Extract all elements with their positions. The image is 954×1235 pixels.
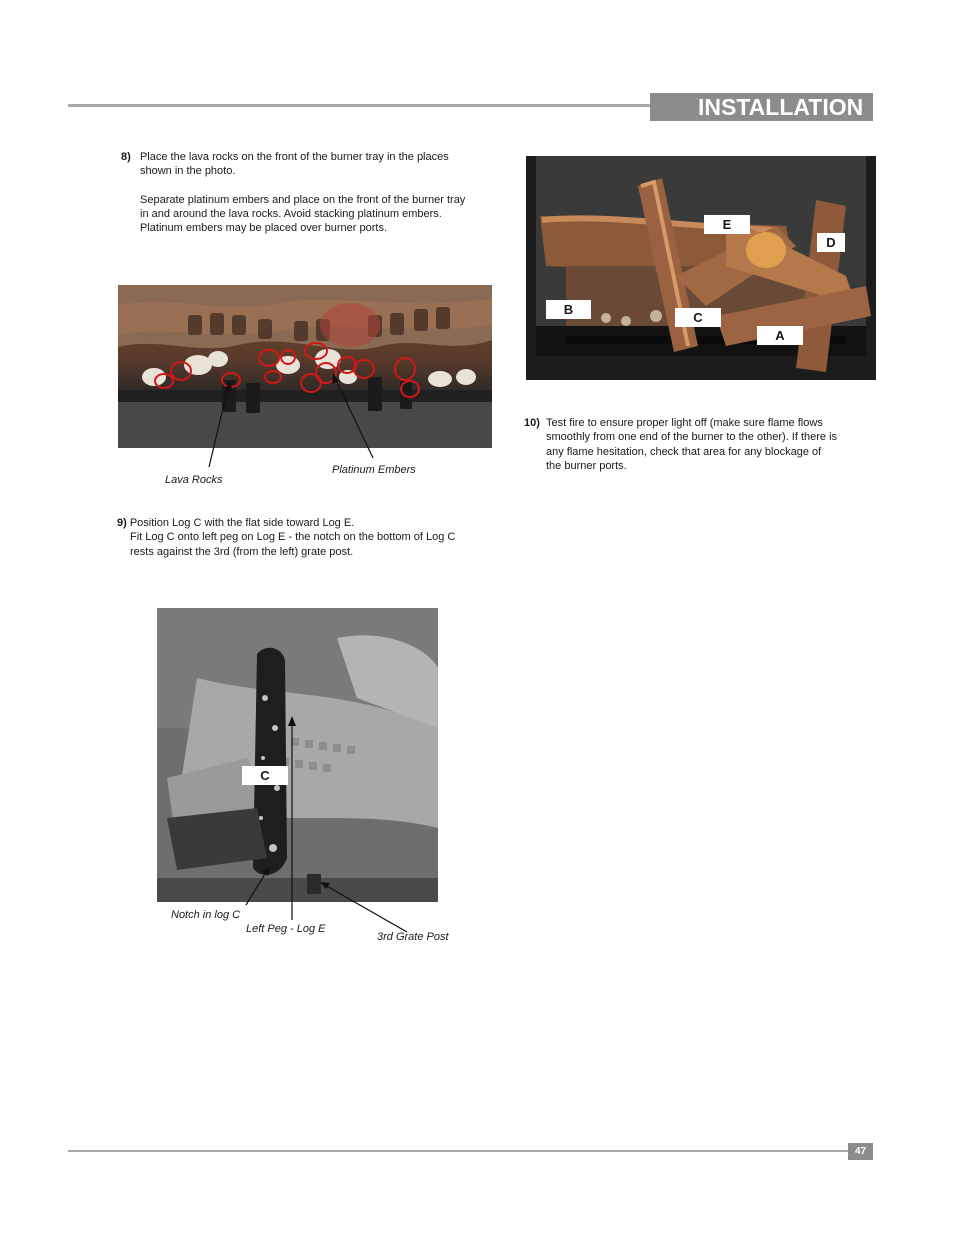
step-10-line-1: Test fire to ensure proper light off (make sure flame flows bbox=[546, 417, 823, 429]
section-title: INSTALLATION bbox=[650, 93, 873, 121]
lava-rocks-caption: Lava Rocks bbox=[165, 474, 223, 486]
step-9-text bbox=[117, 516, 497, 559]
log-label-d: D bbox=[817, 233, 845, 252]
log-c-photo bbox=[157, 608, 438, 902]
step-8-text bbox=[121, 150, 501, 235]
step-8-number: 8) bbox=[121, 151, 131, 163]
log-label-b: B bbox=[546, 300, 591, 319]
platinum-embers-caption: Platinum Embers bbox=[332, 464, 416, 476]
header-rule bbox=[68, 104, 650, 107]
notch-caption: Notch in log C bbox=[171, 909, 241, 921]
log-label-e: E bbox=[704, 215, 750, 234]
step-9-line-3: rests against the 3rd (from the left) grate post. bbox=[130, 545, 354, 558]
footer-rule bbox=[68, 1150, 848, 1152]
burner-tray-photo bbox=[118, 285, 492, 448]
left-peg-caption: Left Peg - Log E bbox=[246, 923, 326, 935]
step-8-para2-line-3: Platinum embers may be placed over burner ports. bbox=[140, 222, 388, 235]
log-label-c: C bbox=[675, 308, 721, 327]
step-9-number: 9) bbox=[117, 517, 127, 529]
step-8-para2-line-1: Separate platinum embers and place on the front of the burner tray bbox=[140, 193, 466, 206]
step-9-line-2: Fit Log C onto left peg on Log E - the notch on the bottom of Log C bbox=[130, 531, 456, 544]
step-10-line-2: smoothly from one end of the burner to the other). If there is bbox=[546, 431, 838, 444]
log-label-a: A bbox=[757, 326, 803, 345]
step-8-line-1: Place the lava rocks on the front of the burner tray in the places bbox=[139, 151, 449, 163]
grate-post-caption: 3rd Grate Post bbox=[377, 931, 449, 943]
step-10-number: 10) bbox=[524, 417, 540, 429]
page-number: 47 bbox=[848, 1143, 873, 1160]
log-c-photo-label: C bbox=[242, 766, 288, 785]
step-8-line-2: shown in the photo. bbox=[140, 165, 236, 178]
step-10-line-4: the burner ports. bbox=[546, 459, 627, 472]
step-10-text bbox=[524, 416, 884, 473]
step-10-line-3: any flame hesitation, check that area for any blockage of bbox=[546, 445, 822, 458]
step-9-line-1: Position Log C with the flat side toward Log E. bbox=[129, 517, 355, 529]
step-8-para2-line-2: in and around the lava rocks. Avoid stacking platinum embers. bbox=[140, 207, 442, 220]
log-placement-photo bbox=[526, 156, 876, 380]
